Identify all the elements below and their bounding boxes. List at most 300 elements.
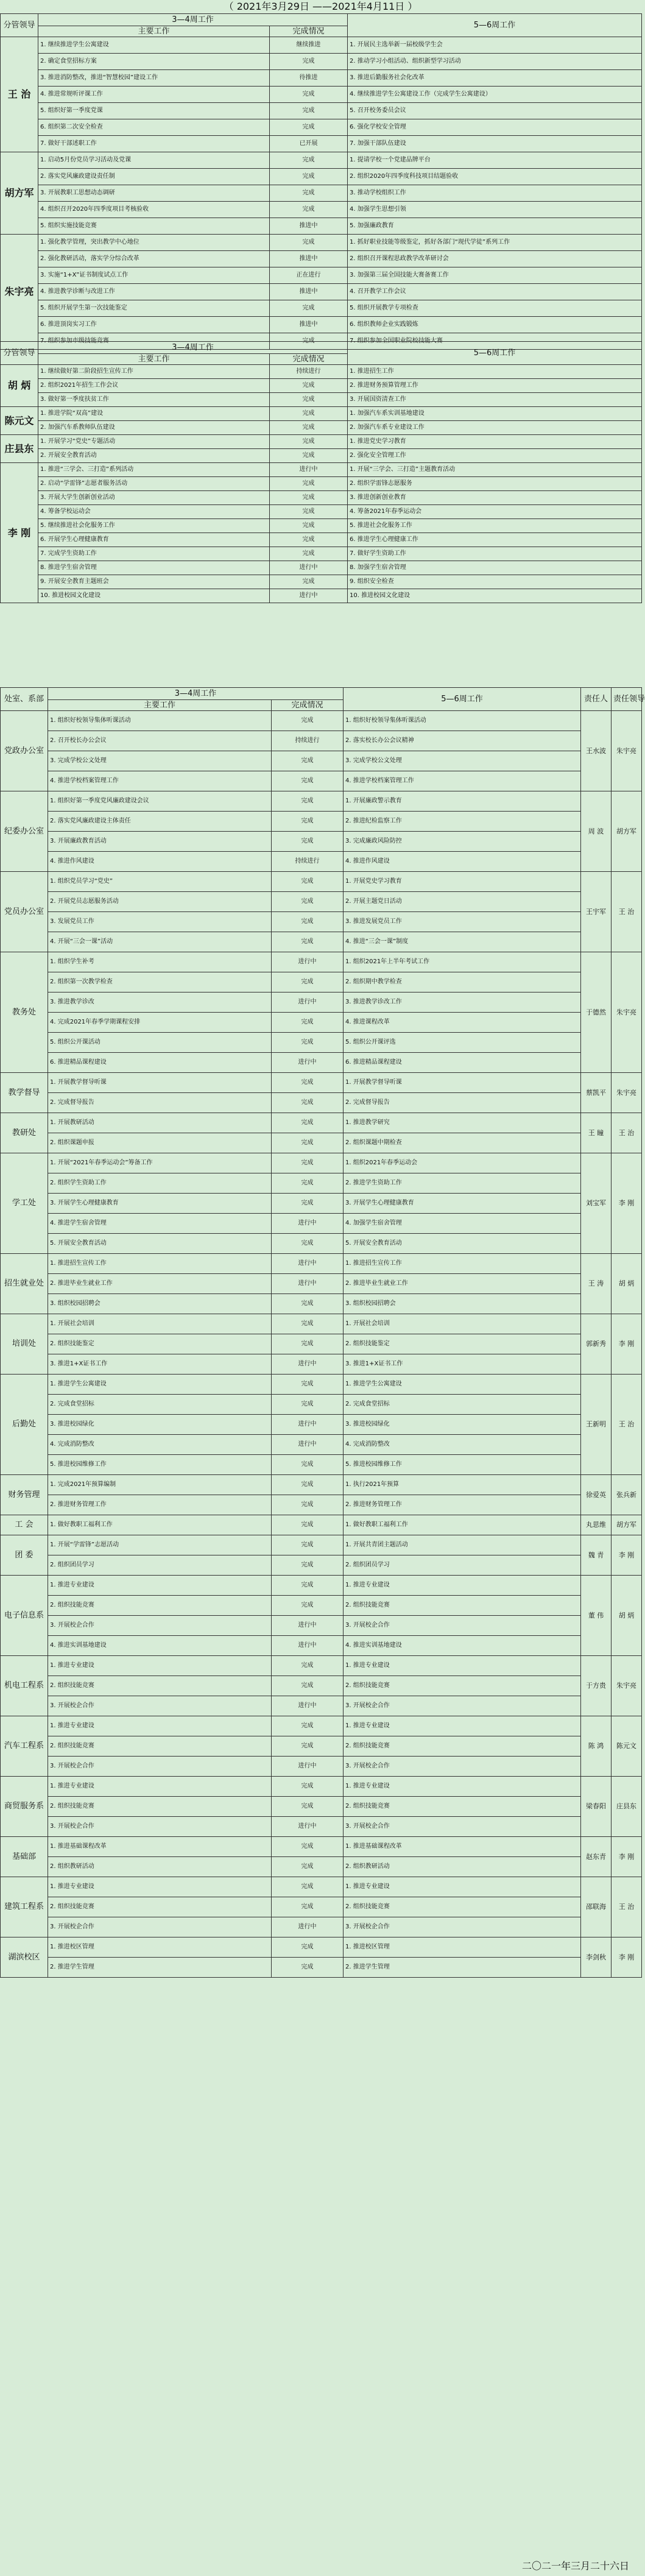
table-row [1,1736,642,1757]
main-work-cell: 8. 推进学生宿舍管理 [38,561,270,575]
responsible-leader: 李 刚 [612,1937,642,1978]
leader-name: 王 治 [1,37,38,152]
next-work-cell: 1. 推进学生公寓建设 [344,1375,581,1395]
next-work-cell: 3. 推动学校组织工作 [348,185,642,202]
table-row [1,771,642,791]
status-cell: 完成 [272,1797,344,1817]
table-row [1,1777,642,1797]
responsible-person: 陈 鸿 [581,1716,612,1777]
next-work-cell: 2. 组织教研活动 [344,1857,581,1877]
main-work-cell: 1. 推进专业建设 [48,1877,272,1897]
status-cell: 完成 [272,1676,344,1696]
table-row [1,832,642,852]
main-work-cell: 1. 开展“学雷锋”志愿活动 [48,1535,272,1555]
table-row [1,1817,642,1837]
status-cell: 持续进行 [272,852,344,872]
next-work-cell: 4. 召开教学工作会议 [348,284,642,300]
main-work-cell: 1. 开展教研活动 [48,1113,272,1133]
status-cell: 进行中 [272,1254,344,1274]
main-work-cell: 3. 开展校企合作 [48,1757,272,1777]
table-row [1,136,642,152]
status-cell: 完成 [272,932,344,952]
leader-plan-table-2 [0,341,642,603]
status-cell: 完成 [272,1113,344,1133]
table-row [1,251,642,267]
status-cell: 完成 [270,119,348,136]
status-cell: 推进中 [270,218,348,235]
next-work-cell: 2. 开展主题党日活动 [344,892,581,912]
status-cell: 完成 [272,1837,344,1857]
next-work-cell: 2. 推进毕业生就业工作 [344,1274,581,1294]
next-work-cell: 4. 加强学生宿舍管理 [344,1214,581,1234]
responsible-person: 于方贵 [581,1656,612,1716]
table-row [1,37,642,54]
status-cell: 完成 [272,1334,344,1354]
table-row [1,1334,642,1354]
next-work-cell: 4. 推进课程改革 [344,1013,581,1033]
main-work-cell: 1. 组织好校领导集体听课活动 [48,711,272,731]
table-row [1,561,642,575]
status-cell: 完成 [272,892,344,912]
status-cell: 完成 [272,1133,344,1153]
dept-name: 湖滨校区 [1,1937,48,1978]
status-cell: 完成 [270,333,348,350]
responsible-leader: 李 刚 [612,1837,642,1877]
status-cell: 进行中 [272,1696,344,1716]
main-work-cell: 2. 开展党员志愿服务活动 [48,892,272,912]
next-work-cell: 1. 推进招生宣传工作 [344,1254,581,1274]
status-cell: 完成 [272,1736,344,1757]
next-work-cell: 1. 推进招生工作 [348,365,642,379]
next-work-cell: 1. 推进教学研究 [344,1113,581,1133]
table-row [1,1495,642,1515]
header-status: 完成情况 [272,700,344,711]
next-work-cell: 6. 组织教师企业实践锻炼 [348,317,642,333]
header-main-work: 主要工作 [38,26,270,37]
table-row [1,393,642,407]
table-row [1,589,642,603]
next-work-cell: 1. 推进专业建设 [344,1777,581,1797]
next-work-cell: 3. 推进校园绿化 [344,1415,581,1435]
next-work-cell: 5. 组织公开课评选 [344,1033,581,1053]
table-row [1,1596,642,1616]
status-cell: 完成 [270,169,348,185]
responsible-leader: 胡 炳 [612,1576,642,1656]
responsible-leader: 陈元文 [612,1716,642,1777]
table-row [1,1937,642,1958]
status-cell: 完成 [272,832,344,852]
next-work-cell: 1. 推进校区管理 [344,1937,581,1958]
dept-name: 团 委 [1,1535,48,1576]
status-cell: 待推进 [270,70,348,87]
status-cell: 完成 [272,1857,344,1877]
status-cell: 完成 [270,87,348,103]
status-cell: 进行中 [272,952,344,972]
main-work-cell: 1. 开展“2021年春季运动会”筹备工作 [48,1153,272,1173]
responsible-person: 李剑秋 [581,1937,612,1978]
responsible-person: 梁春阳 [581,1777,612,1837]
main-work-cell: 9. 开展安全教育主题班会 [38,575,270,589]
main-work-cell: 2. 召开校长办公会议 [48,731,272,751]
status-cell: 完成 [272,1314,344,1334]
leader-name: 胡 炳 [1,365,38,407]
next-work-cell: 7. 加强干部队伍建设 [348,136,642,152]
table-row [1,1757,642,1777]
next-work-cell: 2. 组织期中教学检查 [344,972,581,993]
next-work-cell: 2. 完成食堂招标 [344,1395,581,1415]
main-work-cell: 5. 组织公开课活动 [48,1033,272,1053]
main-work-cell: 5. 组织好第一季度党课 [38,103,270,119]
status-cell: 完成 [272,1495,344,1515]
main-work-cell: 3. 完成学校公文处理 [48,751,272,771]
dept-name: 教务处 [1,952,48,1073]
dept-name: 纪委办公室 [1,791,48,872]
next-work-cell: 10. 推进校园文化建设 [348,589,642,603]
status-cell: 推进中 [270,317,348,333]
main-work-cell: 3. 发展党员工作 [48,912,272,932]
table-row [1,235,642,251]
next-work-cell: 6. 强化学校安全管理 [348,119,642,136]
next-work-cell: 1. 提请学校一个党建品牌平台 [348,152,642,169]
main-work-cell: 1. 组织党员学习“党史” [48,872,272,892]
main-work-cell: 10. 推进校园文化建设 [38,589,270,603]
dept-name: 机电工程系 [1,1656,48,1716]
table-row [1,519,642,533]
header-main-work: 主要工作 [48,700,272,711]
next-work-cell: 1. 组织2021年春季运动会 [344,1153,581,1173]
table-row [1,1958,642,1978]
status-cell: 完成 [272,1194,344,1214]
dept-name: 培训处 [1,1314,48,1375]
table-row [1,1716,642,1736]
dept-name: 建筑工程系 [1,1877,48,1937]
responsible-person: 王水波 [581,711,612,791]
dept-name: 教学督导 [1,1073,48,1113]
next-work-cell: 2. 组织技能竞赛 [344,1676,581,1696]
main-work-cell: 1. 推进学院“双高”建设 [38,407,270,421]
table-row [1,218,642,235]
next-work-cell: 1. 加强汽车系实训基地建设 [348,407,642,421]
status-cell: 完成 [270,103,348,119]
next-work-cell: 3. 开展国资清查工作 [348,393,642,407]
status-cell: 持续进行 [272,731,344,751]
status-cell: 进行中 [272,1214,344,1234]
dept-name: 商贸服务系 [1,1777,48,1837]
status-cell: 完成 [272,972,344,993]
next-work-cell: 1. 开展社会培训 [344,1314,581,1334]
table-row [1,1033,642,1053]
main-work-cell: 3. 开展校企合作 [48,1616,272,1636]
table-row [1,449,642,463]
next-work-cell: 1. 推进基础课程改革 [344,1837,581,1857]
main-work-cell: 3. 开展大学生创新创业活动 [38,491,270,505]
main-work-cell: 2. 组织团员学习 [48,1555,272,1576]
next-work-cell: 9. 组织安全检查 [348,575,642,589]
responsible-leader: 朱宇亮 [612,1656,642,1716]
responsible-leader: 朱宇亮 [612,711,642,791]
header-week34: 3—4周工作 [48,688,344,700]
main-work-cell: 1. 做好教职工福利工作 [48,1515,272,1535]
table-row [1,505,642,519]
status-cell: 完成 [270,421,348,435]
main-work-cell: 2. 组织技能鉴定 [48,1334,272,1354]
responsible-person: 蔡凯平 [581,1073,612,1113]
table-row [1,751,642,771]
status-cell: 完成 [272,872,344,892]
responsible-leader: 胡方军 [612,791,642,872]
table-row [1,1133,642,1153]
table-row [1,1053,642,1073]
next-work-cell: 3. 开展学生心理健康教育 [344,1194,581,1214]
main-work-cell: 7. 做好干部述职工作 [38,136,270,152]
next-work-cell: 3. 完成学校公文处理 [344,751,581,771]
main-work-cell: 5. 开展安全教育活动 [48,1234,272,1254]
status-cell: 完成 [270,300,348,317]
table-row [1,1354,642,1375]
main-work-cell: 1. 启动5月份党员学习活动及党课 [38,152,270,169]
next-work-cell: 1. 开展“三学会、三打造”主题教育活动 [348,463,642,477]
responsible-leader: 朱宇亮 [612,1073,642,1113]
status-cell: 完成 [272,1937,344,1958]
status-cell: 推进中 [270,251,348,267]
header-dept: 处室、系部 [1,688,48,711]
status-cell: 正在进行 [270,267,348,284]
next-work-cell: 1. 推进党史学习教育 [348,435,642,449]
main-work-cell: 6. 推进精品课程建设 [48,1053,272,1073]
next-work-cell: 3. 开展校企合作 [344,1817,581,1837]
main-work-cell: 2. 启动“学雷锋”志愿者服务活动 [38,477,270,491]
status-cell: 继续推进 [270,37,348,54]
table-row [1,1254,642,1274]
status-cell: 完成 [270,379,348,393]
next-work-cell: 2. 加强汽车系专业建设工作 [348,421,642,435]
responsible-person: 邵联海 [581,1877,612,1937]
next-work-cell: 3. 开展校企合作 [344,1616,581,1636]
status-cell: 完成 [272,1777,344,1797]
status-cell: 进行中 [272,1636,344,1656]
next-work-cell: 2. 强化安全管理工作 [348,449,642,463]
main-work-cell: 2. 组织技能竞赛 [48,1797,272,1817]
table-row [1,491,642,505]
table-row [1,533,642,547]
next-work-cell: 8. 加强学生宿舍管理 [348,561,642,575]
table-row [1,1797,642,1817]
responsible-person: 王宇军 [581,872,612,952]
main-work-cell: 2. 强化教研活动，落实学分综合改革 [38,251,270,267]
next-work-cell: 2. 推进财务管理工作 [344,1495,581,1515]
next-work-cell: 1. 做好教职工福利工作 [344,1515,581,1535]
status-cell: 完成 [272,711,344,731]
status-cell: 完成 [270,491,348,505]
status-cell: 进行中 [270,589,348,603]
next-work-cell: 4. 继续推进学生公寓建设工作（完成学生公寓建设） [348,87,642,103]
main-work-cell: 4. 推进作风建设 [48,852,272,872]
main-work-cell: 2. 组织学生资助工作 [48,1173,272,1194]
main-work-cell: 1. 推进专业建设 [48,1777,272,1797]
main-work-cell: 1. 开展教学督导听课 [48,1073,272,1093]
dept-name: 财务管理 [1,1475,48,1515]
next-work-cell: 1. 执行2021年预算 [344,1475,581,1495]
status-cell: 完成 [272,1013,344,1033]
status-cell: 进行中 [272,1757,344,1777]
header-leader: 分管领导 [1,14,38,37]
main-work-cell: 1. 完成2021年预算编制 [48,1475,272,1495]
table-row [1,1515,642,1535]
status-cell: 完成 [272,1455,344,1475]
next-work-cell: 2. 推进财务预算管理工作 [348,379,642,393]
table-row [1,575,642,589]
main-work-cell: 2. 组织技能竞赛 [48,1596,272,1616]
status-cell: 完成 [272,812,344,832]
next-work-cell: 3. 推进创新创业教育 [348,491,642,505]
status-cell: 完成 [272,1555,344,1576]
table-row [1,421,642,435]
next-work-cell: 7. 组织参加全国职业院校技能大赛 [348,333,642,350]
status-cell: 完成 [272,1897,344,1917]
responsible-leader: 胡 炳 [612,1254,642,1314]
table-row [1,1696,642,1716]
status-cell: 完成 [270,547,348,561]
status-cell: 完成 [270,407,348,421]
next-work-cell: 3. 开展校企合作 [344,1757,581,1777]
status-cell: 完成 [272,1576,344,1596]
status-cell: 进行中 [272,1817,344,1837]
dept-name: 基础部 [1,1837,48,1877]
table-row [1,169,642,185]
next-work-cell: 3. 开展校企合作 [344,1917,581,1937]
next-work-cell: 3. 开展校企合作 [344,1696,581,1716]
table-row [1,1857,642,1877]
main-work-cell: 2. 确定食堂招标方案 [38,54,270,70]
main-work-cell: 3. 开展学生心理健康教育 [48,1194,272,1214]
next-work-cell: 4. 推进学校档案管理工作 [344,771,581,791]
next-work-cell: 5. 召开校务委员会议 [348,103,642,119]
responsible-leader: 王 治 [612,1113,642,1153]
period-title: （ 2021年3月29日 ——2021年4月11日 ） [224,1,418,12]
status-cell: 完成 [270,185,348,202]
main-work-cell: 2. 完成食堂招标 [48,1395,272,1415]
status-cell: 完成 [272,1173,344,1194]
header-leader: 分管领导 [1,342,38,365]
status-cell: 进行中 [272,1616,344,1636]
table-row [1,1837,642,1857]
next-work-cell: 5. 组织开展教学专项检查 [348,300,642,317]
table-row [1,1274,642,1294]
status-cell: 完成 [272,1033,344,1053]
main-work-cell: 1. 推进专业建设 [48,1716,272,1736]
next-work-cell: 5. 推进社会化服务工作 [348,519,642,533]
dept-name: 学工处 [1,1153,48,1254]
main-work-cell: 4. 推进实训基地建设 [48,1636,272,1656]
status-cell: 完成 [270,393,348,407]
main-work-cell: 5. 组织实施技能竞赛 [38,218,270,235]
responsible-person: 魏 青 [581,1535,612,1576]
main-work-cell: 6. 推进顶岗实习工作 [38,317,270,333]
table-row [1,365,642,379]
table-row [1,1576,642,1596]
header-status: 完成情况 [270,354,348,365]
next-work-cell: 1. 组织好校领导集体听课活动 [344,711,581,731]
main-work-cell: 4. 推进常规听评课工作 [38,87,270,103]
table-row [1,1535,642,1555]
table-row [1,1656,642,1676]
main-work-cell: 5. 继续推进社会化服务工作 [38,519,270,533]
main-work-cell: 2. 开展安全教育活动 [38,449,270,463]
next-work-cell: 4. 推进作风建设 [344,852,581,872]
leader-name: 庄县东 [1,435,38,463]
responsible-person: 周 波 [581,791,612,872]
main-work-cell: 2. 推进财务管理工作 [48,1495,272,1515]
status-cell: 完成 [270,54,348,70]
table-row [1,119,642,136]
main-work-cell: 1. 强化教学管理，突出教学中心地位 [38,235,270,251]
main-work-cell: 1. 推进基础课程改革 [48,1837,272,1857]
table-row [1,892,642,912]
table-row [1,547,642,561]
next-work-cell: 6. 推进精品课程建设 [344,1053,581,1073]
main-work-cell: 1. 组织好第一季度党风廉政建设会议 [48,791,272,812]
responsible-leader: 王 治 [612,872,642,952]
main-work-cell: 2. 完成督导报告 [48,1093,272,1113]
status-cell: 完成 [272,1234,344,1254]
leader-name: 朱宇亮 [1,235,38,350]
next-work-cell: 5. 开展安全教育活动 [344,1234,581,1254]
responsible-leader: 李 刚 [612,1153,642,1254]
main-work-cell: 4. 推进教学诊断与改进工作 [38,284,270,300]
header-week56: 5—6周工作 [348,14,642,37]
main-work-cell: 2. 组织技能竞赛 [48,1897,272,1917]
status-cell: 完成 [272,751,344,771]
status-cell: 完成 [270,235,348,251]
dept-name: 教研处 [1,1113,48,1153]
table-row [1,300,642,317]
leader-name: 李 刚 [1,463,38,603]
status-cell: 完成 [272,1877,344,1897]
table-row [1,1395,642,1415]
status-cell: 已开展 [270,136,348,152]
table-row [1,1415,642,1435]
header-week34: 3—4周工作 [38,14,348,26]
next-work-cell: 3. 组织校园招聘会 [344,1294,581,1314]
next-work-cell: 6. 推进学生心理健康工作 [348,533,642,547]
main-work-cell: 4. 推进学生宿舍管理 [48,1214,272,1234]
main-work-cell: 1. 继续做好第二阶段招生宣传工作 [38,365,270,379]
status-cell: 完成 [272,1093,344,1113]
next-work-cell: 1. 组织2021年上半年考试工作 [344,952,581,972]
status-cell: 完成 [270,435,348,449]
table-row [1,1877,642,1897]
next-work-cell: 2. 推进纪检监察工作 [344,812,581,832]
status-cell: 推进中 [270,284,348,300]
responsible-leader: 张兵新 [612,1475,642,1515]
responsible-person: 刘宝军 [581,1153,612,1254]
status-cell: 完成 [270,152,348,169]
table-row [1,185,642,202]
next-work-cell: 3. 完成廉政风险防控 [344,832,581,852]
main-work-cell: 5. 组织开展学生第一次技能鉴定 [38,300,270,317]
next-work-cell: 2. 组织技能竞赛 [344,1897,581,1917]
main-work-cell: 1. 推进专业建设 [48,1656,272,1676]
status-cell: 进行中 [272,1415,344,1435]
table-row [1,932,642,952]
next-work-cell: 3. 推进后勤服务社会化改革 [348,70,642,87]
responsible-person: 丸思维 [581,1515,612,1535]
next-work-cell: 1. 开展共青团主题活动 [344,1535,581,1555]
main-work-cell: 4. 完成消防整改 [48,1435,272,1455]
table-row [1,872,642,892]
main-work-cell: 3. 开展教职工思想动态调研 [38,185,270,202]
table-row [1,1113,642,1133]
